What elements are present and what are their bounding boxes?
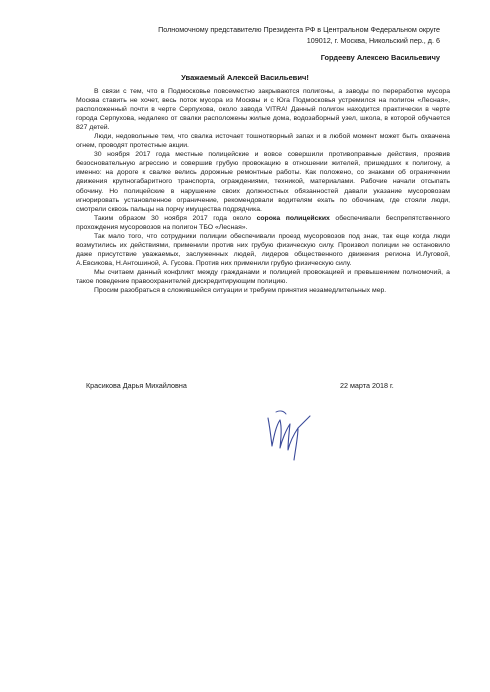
paragraph-4-emphasis: сорока полицейских — [256, 214, 330, 222]
handwritten-signature — [262, 398, 318, 468]
paragraph-7: Просим разобраться в сложившейся ситуации и требуем принятия незамедлительных мер. — [94, 287, 387, 295]
paragraph-5: Так мало того, что сотрудники полиции обеспечивали проезд мусоровозов под знак, так еще когда люди возмутились их действиями, применили против них грубую физическую силу. Произвол полиции не остановило даже присутствие уважаемых, заслуженных людей, лидеров общественного движения региона И.Луговой, А.Евсикова, Н.Антошиной, А. Гусова. Против них применили грубую физическую силу. — [76, 232, 450, 267]
greeting: Уважаемый Алексей Васильевич! — [181, 73, 309, 82]
paragraph-2: Люди, недовольные тем, что свалка источает тошнотворный запах и в любой момент может быть охвачена огнем, проводят протестные акции. — [76, 133, 450, 150]
paragraph-4-end: обеспечивали беспрепятственного прохождения мусоровозов на полигон ТБО «Лесная». — [76, 214, 450, 231]
letter-date: 22 марта 2018 г. — [340, 381, 394, 390]
paragraph-4 — [76, 214, 450, 232]
paragraph-4-start: Таким образом 30 ноября 2017 года около — [94, 214, 257, 222]
paragraph-1: В связи с тем, что в Подмосковье повсеместно закрываются полигоны, а заводы по переработке мусора Москва ставить не хочет, весь поток мусора из Москвы и с Юга Подмосковья устремился на полигон «Лесная», расположенный почти в черте Серпухова, около завода VITRA! Данный полигон находится практически в черте города Серпухова, недалеко от свалки расположены жилые дома, водозаборный узел, школа, в которой обучается 827 детей. — [76, 88, 450, 132]
recipient-block — [60, 24, 440, 46]
sender-name: Красикова Дарья Михайловна — [86, 381, 187, 390]
paragraph-6: Мы считаем данный конфликт между гражданами и полицией провокацией и превышением полномочий, а такое поведение правоохранителей дискредитирующим полицию. — [76, 268, 450, 285]
recipient-name: Гордееву Алексею Васильевичу — [320, 53, 440, 62]
recipient-title: Полномочному представителю Президента РФ в Центральном Федеральном округе — [158, 25, 440, 34]
paragraph-3: 30 ноября 2017 года местные полицейские и вовсе совершили противоправные действия, проявив безосновательную агрессию и совершив грубую провокацию в отношении жителей, пришедших к полигону, а именно: на дороге к свалке велись дорожные ремонтные работы. Как положено, со знаками об ограничении движения крупногабаритного транспорта, ограждениями, техникой, материалами. Рабочие начали отсыпать обочину. Но полицейские в нарушение своих должностных обязанностей давали указание мусоровозам игнорировать установленное ограничение, рекомендовали водителям ехать по обочинам, где стояли люди, смотрели сквозь пальцы на порчу имущества подрядчика. — [76, 151, 450, 213]
letter-body — [76, 87, 450, 295]
recipient-address: 109012, г. Москва, Никольский пер., д. 6 — [306, 36, 440, 45]
